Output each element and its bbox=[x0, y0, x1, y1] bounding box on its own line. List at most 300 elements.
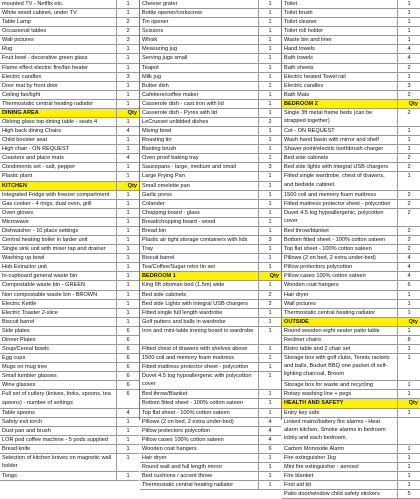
item-qty: 1 bbox=[268, 400, 272, 407]
item-name: Tongs bbox=[0, 472, 117, 480]
item-qty: 1 bbox=[407, 146, 411, 153]
table-row bbox=[0, 45, 139, 54]
table-row bbox=[0, 54, 139, 63]
item-name: Plastic air tight storage containers with lids bbox=[140, 236, 259, 244]
item-name: Dinner Plates bbox=[0, 336, 117, 344]
table-row bbox=[282, 127, 420, 136]
table-row bbox=[282, 418, 420, 445]
item-name: Wash hand basin with mirror and shelf bbox=[282, 136, 398, 144]
item-qty: 1 bbox=[268, 246, 272, 253]
item-name: Tray bbox=[140, 245, 259, 253]
table-row bbox=[282, 463, 420, 472]
item-qty: 3 bbox=[268, 164, 272, 171]
item-name: Oblong glass top dining table - seats 4 bbox=[0, 118, 117, 126]
item-qty: 6 bbox=[126, 382, 130, 389]
item-qty: 6 bbox=[126, 345, 130, 352]
item-name: Oven proof baking tray bbox=[140, 154, 259, 162]
item-qty: 1 bbox=[407, 327, 411, 334]
item-name: Duvet 4.5 tog hypoallergenic, polycotton cover bbox=[282, 209, 398, 226]
table-row bbox=[140, 263, 281, 272]
item-qty: 1 bbox=[126, 10, 130, 17]
item-qty: 2 bbox=[407, 237, 411, 244]
table-row bbox=[282, 281, 420, 290]
item-name: Fitted mattress protector sheet - polycotton bbox=[140, 363, 259, 371]
item-qty: 4 bbox=[407, 255, 411, 262]
table-row bbox=[140, 172, 281, 181]
item-name: Bed side Lights with integral USB chargers bbox=[140, 300, 259, 308]
item-name: Chopping board - glass bbox=[140, 209, 259, 217]
item-name: Serving jugs small bbox=[140, 54, 259, 62]
item-name: Coasters and place mats bbox=[0, 154, 117, 162]
item-name: Fire extinguisher 1kg bbox=[282, 454, 398, 462]
item-qty: 1 bbox=[268, 200, 272, 207]
item-qty: 1 bbox=[407, 463, 411, 470]
item-name: Bath Mats bbox=[282, 91, 398, 99]
table-row bbox=[0, 64, 139, 73]
item-name: Wine glasses bbox=[0, 381, 117, 389]
item-qty: 1 bbox=[126, 300, 130, 307]
table-row bbox=[0, 427, 139, 436]
item-qty: 6 bbox=[407, 282, 411, 289]
table-row bbox=[282, 390, 420, 399]
item-name: Fitted chest of drawers with shelves above bbox=[140, 345, 259, 353]
table-row bbox=[0, 336, 139, 345]
item-qty: 1 bbox=[126, 273, 130, 280]
item-name: Thermostatic central heating radiator bbox=[0, 100, 117, 108]
table-row bbox=[282, 154, 420, 163]
table-row bbox=[282, 45, 420, 54]
item-qty: 4 bbox=[407, 46, 411, 53]
item-name: Bottle opener/corkscrew bbox=[140, 9, 259, 17]
table-row bbox=[140, 45, 281, 54]
table-row bbox=[140, 463, 281, 472]
table-row bbox=[0, 309, 139, 318]
item-qty: 1 bbox=[268, 128, 272, 135]
item-qty: 1 bbox=[407, 309, 411, 316]
table-row bbox=[0, 191, 139, 200]
item-qty: 1 bbox=[407, 355, 411, 362]
item-name: Rotary washing line + pegs bbox=[282, 390, 398, 398]
table-row bbox=[140, 318, 281, 327]
item-name: High back dining Chairs bbox=[0, 127, 117, 135]
table-row bbox=[140, 36, 281, 45]
item-name: Bed side cabinets bbox=[282, 154, 398, 162]
item-qty: 1 bbox=[407, 445, 411, 452]
table-row bbox=[0, 254, 139, 263]
item-qty: 1 bbox=[407, 409, 411, 416]
item-qty: 2 bbox=[268, 291, 272, 298]
item-name: Single 3ft metal frame beds (can be strapped together) bbox=[282, 109, 398, 126]
table-row bbox=[282, 145, 420, 154]
qty-header: Qty bbox=[127, 182, 137, 189]
table-row bbox=[282, 0, 420, 9]
table-row bbox=[0, 390, 139, 408]
item-qty: 1 bbox=[268, 37, 272, 44]
item-qty: 1 bbox=[268, 91, 272, 98]
item-name: Compostable waste bin - GREEN bbox=[0, 281, 117, 289]
table-row bbox=[140, 64, 281, 73]
table-row bbox=[140, 54, 281, 63]
item-name: Electric candles bbox=[282, 82, 398, 90]
item-name: Hand towels bbox=[282, 45, 398, 53]
item-qty: 1 bbox=[126, 191, 130, 198]
item-name: Condiments set - salt, pepper bbox=[0, 163, 117, 171]
item-qty: 1 bbox=[268, 100, 272, 107]
item-name: High chair - ON REQUEST bbox=[0, 145, 117, 153]
item-qty: 1 bbox=[268, 19, 272, 26]
item-qty: 6 bbox=[126, 373, 130, 380]
item-qty: 2 bbox=[407, 109, 411, 116]
table-row bbox=[282, 327, 420, 336]
item-name: Bread knife bbox=[0, 445, 117, 453]
item-name: Tea/Coffee/Sugar retro tin set bbox=[140, 263, 259, 271]
table-row bbox=[140, 291, 281, 300]
item-qty: 1 bbox=[268, 473, 272, 480]
item-qty: 1 bbox=[126, 64, 130, 71]
item-name: In-cupboard general waste bin bbox=[0, 272, 117, 280]
table-row bbox=[0, 118, 139, 127]
table-row bbox=[0, 209, 139, 218]
item-name: Bed side lights with integral USB chargers bbox=[282, 163, 398, 171]
item-name: Electric heated Towel rail bbox=[282, 73, 398, 81]
item-name: Pillow protectors polycotton bbox=[282, 263, 398, 271]
item-name: Golf putters and balls in wardrobe bbox=[140, 318, 259, 326]
table-row bbox=[0, 18, 139, 27]
item-qty: 1 bbox=[268, 318, 272, 325]
table-row bbox=[282, 200, 420, 209]
table-row bbox=[140, 182, 281, 191]
item-name: Thermostatic central heating radiator bbox=[282, 309, 398, 317]
item-name: Single sink unit with mixer tap and drainer bbox=[0, 245, 117, 253]
item-name: Top flat sheet - 100% cotton sateen bbox=[140, 409, 259, 417]
item-qty: 1 bbox=[126, 246, 130, 253]
item-qty: 2 bbox=[407, 227, 411, 234]
table-row bbox=[140, 427, 281, 436]
item-name: White wood cabinet, under TV bbox=[0, 9, 117, 17]
item-name: Bed throw/Blanket bbox=[140, 390, 259, 398]
item-qty: 1 bbox=[268, 255, 272, 262]
item-qty: 1 bbox=[126, 473, 130, 480]
item-name: Bottom fitted sheet - 100% cotton sateen bbox=[140, 399, 259, 407]
qty-header: Qty bbox=[408, 318, 418, 325]
item-qty: 1 bbox=[126, 46, 130, 53]
table-row bbox=[0, 381, 139, 390]
item-qty: 1 bbox=[126, 119, 130, 126]
item-name: Pillows (2 on bed, 2 extra under-bed) bbox=[140, 418, 259, 426]
item-qty: 1 bbox=[268, 155, 272, 162]
item-qty: 1 bbox=[268, 73, 272, 80]
table-row bbox=[0, 127, 139, 136]
item-name: Bed throw/blanket bbox=[282, 227, 398, 235]
table-row bbox=[0, 227, 139, 236]
item-name: King 6ft ottoman bed (1.5m) wide bbox=[140, 281, 259, 289]
item-name: Patio door/window child safety stickers bbox=[282, 490, 398, 498]
item-name: Full set of cutlery (knives, forks, spoons, tea spoons) - number of settings bbox=[0, 390, 117, 407]
item-name: Plastic plant bbox=[0, 172, 117, 180]
table-row bbox=[0, 409, 139, 418]
item-qty: 1 bbox=[407, 291, 411, 298]
section-header bbox=[0, 109, 139, 118]
table-row bbox=[282, 272, 420, 281]
item-name: Roasting tin bbox=[140, 136, 259, 144]
table-row bbox=[282, 9, 420, 18]
item-name: Iron and mini-table ironing board in wardrobe bbox=[140, 327, 259, 344]
item-qty: 6 bbox=[268, 445, 272, 452]
table-row bbox=[140, 309, 281, 318]
item-qty: 1 bbox=[126, 282, 130, 289]
item-name: mounted TV - Netflix etc. bbox=[0, 0, 117, 8]
item-qty: 4 bbox=[268, 427, 272, 434]
inventory-column-2 bbox=[140, 0, 282, 489]
table-row bbox=[282, 36, 420, 45]
item-name: Wall pictures bbox=[282, 300, 398, 308]
item-name: Bistro table and 2 chair set bbox=[282, 345, 398, 353]
table-row bbox=[140, 227, 281, 236]
item-name: Table Lamp bbox=[0, 18, 117, 26]
item-name: Colander bbox=[140, 200, 259, 208]
item-name: Dishwasher - 10 place settings bbox=[0, 227, 117, 235]
item-qty: 1 bbox=[268, 173, 272, 180]
item-qty: 1 bbox=[268, 463, 272, 470]
table-row bbox=[0, 172, 139, 181]
item-qty: 1 bbox=[268, 227, 272, 234]
table-row bbox=[282, 163, 420, 172]
item-name: Egg cups bbox=[0, 354, 117, 362]
item-name: Toilet brush bbox=[282, 9, 398, 17]
item-name: Tin opener bbox=[140, 18, 259, 26]
section-header bbox=[282, 318, 420, 327]
table-row bbox=[140, 327, 281, 345]
item-qty: 1 bbox=[407, 382, 411, 389]
table-row bbox=[282, 109, 420, 127]
item-qty: 5 bbox=[407, 491, 411, 498]
table-row bbox=[0, 200, 139, 209]
table-row bbox=[0, 272, 139, 281]
item-qty: 2 bbox=[407, 155, 411, 162]
table-row bbox=[0, 281, 139, 290]
item-qty: 1 bbox=[126, 291, 130, 298]
item-qty: 1 bbox=[126, 309, 130, 316]
item-name: Wooden coat hangers bbox=[282, 281, 398, 289]
item-qty: 1 bbox=[126, 255, 130, 262]
item-qty: 1 bbox=[268, 355, 272, 362]
table-row bbox=[0, 100, 139, 109]
item-name: Bath towels bbox=[282, 54, 398, 62]
item-name: Safety exit torch bbox=[0, 418, 117, 426]
table-row bbox=[140, 300, 281, 309]
section-header bbox=[140, 272, 281, 281]
item-name: Wall pictures bbox=[0, 36, 117, 44]
table-row bbox=[282, 54, 420, 63]
table-row bbox=[0, 263, 139, 272]
table-row bbox=[282, 345, 420, 354]
table-row bbox=[140, 481, 281, 490]
item-qty: 1 bbox=[268, 409, 272, 416]
table-row bbox=[0, 136, 139, 145]
table-row bbox=[140, 82, 281, 91]
item-qty: 1 bbox=[407, 391, 411, 398]
item-qty: 1 bbox=[268, 454, 272, 461]
table-row bbox=[140, 409, 281, 418]
item-name: Milk jug bbox=[140, 73, 259, 81]
item-name: Pillow cases 100% cotton sateen bbox=[140, 436, 259, 444]
item-name: Teapot bbox=[140, 64, 259, 72]
section-title: BEDROOM 2 bbox=[282, 100, 398, 108]
item-qty: 1 bbox=[407, 173, 411, 180]
item-name: Fitted single wardrobe, chest of drawers, and bedside cabinet. bbox=[282, 172, 398, 189]
table-row bbox=[140, 191, 281, 200]
item-name: Shaver point/electric toothbrush charger bbox=[282, 145, 398, 153]
item-qty: 1 bbox=[268, 182, 272, 189]
table-row bbox=[0, 245, 139, 254]
item-qty: 1 bbox=[126, 264, 130, 271]
item-qty: 1 bbox=[407, 345, 411, 352]
item-name: Ceiling fan/light bbox=[0, 91, 117, 99]
item-name: Whisk bbox=[140, 36, 259, 44]
table-row bbox=[0, 218, 139, 227]
item-name: Small tumbler glasses bbox=[0, 372, 117, 380]
item-name: Saucepans - large, medium and small bbox=[140, 163, 259, 171]
item-qty: 4 bbox=[126, 155, 130, 162]
item-name: Bed cushions / accent throw bbox=[140, 472, 259, 480]
table-row bbox=[0, 0, 139, 9]
item-name: LOR pod coffee machine - 5 pods supplied bbox=[0, 436, 117, 444]
item-qty: 2 bbox=[407, 191, 411, 198]
qty-header: Qty bbox=[408, 400, 418, 407]
item-name: Hob Extractor unit bbox=[0, 263, 117, 271]
item-name: Storage box with golf clubs, Tennis rackets and balls, Bucket BBQ one packet of self-lighting charcoal, Broom bbox=[282, 354, 398, 380]
item-qty: 6 bbox=[126, 336, 130, 343]
item-name: Round wall and full length mirror bbox=[140, 463, 259, 471]
table-row bbox=[0, 291, 139, 300]
item-name: Cafetiere/coffee maker bbox=[140, 91, 259, 99]
item-name: Garlic press bbox=[140, 191, 259, 199]
item-qty: 1 bbox=[407, 454, 411, 461]
item-qty: 1 bbox=[407, 19, 411, 26]
item-qty: 1 bbox=[407, 137, 411, 144]
table-row bbox=[282, 490, 420, 499]
item-qty: 3 bbox=[126, 73, 130, 80]
item-name: Large Frying Pan bbox=[140, 172, 259, 180]
item-name: Waste bin and liner bbox=[282, 36, 398, 44]
inventory-column-1 bbox=[0, 0, 140, 480]
table-row bbox=[140, 127, 281, 136]
item-name: 1500 coil and memory foam mattress bbox=[140, 354, 259, 362]
item-qty: 1 bbox=[126, 418, 130, 425]
table-row bbox=[0, 418, 139, 427]
item-name: LeCrueset unlidded dishes bbox=[140, 118, 259, 126]
item-name: Biscuit barrel bbox=[140, 254, 259, 262]
table-row bbox=[0, 154, 139, 163]
item-qty: 1 bbox=[268, 82, 272, 89]
item-qty: 1 bbox=[126, 454, 130, 461]
table-row bbox=[282, 454, 420, 463]
table-row bbox=[282, 336, 420, 345]
table-row bbox=[140, 118, 281, 127]
item-qty: 1 bbox=[268, 482, 272, 489]
item-name: Butter dish bbox=[140, 82, 259, 90]
item-qty: 1 bbox=[407, 10, 411, 17]
item-qty: 1 bbox=[268, 109, 272, 116]
table-row bbox=[140, 9, 281, 18]
table-row bbox=[282, 481, 420, 490]
item-name: Hair dryer bbox=[282, 291, 398, 299]
item-qty: 2 bbox=[126, 28, 130, 35]
item-qty: 1 bbox=[407, 128, 411, 135]
item-name: Cheese grater bbox=[140, 0, 259, 8]
item-qty: 1 bbox=[407, 1, 411, 7]
item-name: Fire blanket bbox=[282, 472, 398, 480]
item-name: Flame effect electric fire/fan heater bbox=[0, 64, 117, 72]
table-row bbox=[140, 472, 281, 481]
item-name: Electric candles bbox=[0, 73, 117, 81]
table-row bbox=[140, 27, 281, 36]
item-qty: 1 bbox=[268, 46, 272, 53]
item-name: Rug bbox=[0, 45, 117, 53]
table-row bbox=[140, 254, 281, 263]
item-qty: 4 bbox=[407, 264, 411, 271]
item-qty: 1 bbox=[268, 1, 272, 7]
table-row bbox=[140, 390, 281, 399]
item-qty: 4 bbox=[407, 273, 411, 280]
item-name: Casserole dish - cast iron with lid bbox=[140, 100, 259, 108]
table-row bbox=[282, 91, 420, 100]
item-name: Scissors bbox=[140, 27, 259, 35]
item-qty: 1 bbox=[407, 37, 411, 44]
item-qty: 6 bbox=[126, 391, 130, 398]
item-name: Electric Toaster 2-slice bbox=[0, 309, 117, 317]
item-qty: 1 bbox=[126, 146, 130, 153]
item-name: Dust pan and brush bbox=[0, 427, 117, 435]
table-row bbox=[282, 209, 420, 227]
item-name: Mixing bowl bbox=[140, 127, 259, 135]
item-qty: 1 bbox=[268, 209, 272, 216]
table-row bbox=[140, 281, 281, 290]
item-name: Occasional tables bbox=[0, 27, 117, 35]
item-name: Washing up bowl bbox=[0, 254, 117, 262]
item-name: Selection of kitchen knives on magnetic wall holder bbox=[0, 454, 117, 471]
item-name: Table spoons bbox=[0, 409, 117, 417]
item-name: Linked mains/battery fire alarms - Heat alarm kitchen, Smoke alarms in bedroom lobby and each bedroom. bbox=[282, 418, 398, 444]
item-qty: 1 bbox=[126, 218, 130, 225]
item-name: Door mat by front door bbox=[0, 82, 117, 90]
table-row bbox=[0, 354, 139, 363]
table-row bbox=[140, 354, 281, 363]
item-qty: 4 bbox=[126, 409, 130, 416]
table-row bbox=[0, 145, 139, 154]
item-qty: 1 bbox=[126, 436, 130, 443]
table-row bbox=[0, 236, 139, 245]
table-row bbox=[282, 300, 420, 309]
table-row bbox=[140, 0, 281, 9]
item-qty: 6 bbox=[126, 327, 130, 334]
item-name: Storage box for waste and recycling bbox=[282, 381, 398, 389]
table-row bbox=[140, 100, 281, 109]
item-name: Side plates bbox=[0, 327, 117, 335]
table-row bbox=[140, 209, 281, 218]
item-qty: 2 bbox=[407, 209, 411, 216]
item-name: Gas cooker - 4 rings, dual oven, grill bbox=[0, 200, 117, 208]
section-title: BEDROOM 1 bbox=[140, 272, 259, 280]
item-qty: 1 bbox=[268, 146, 272, 153]
qty-header: Qty bbox=[127, 109, 137, 116]
table-row bbox=[0, 36, 139, 45]
item-name: Duvet 4.5 tog hypoallergenic with polycotton cover bbox=[140, 372, 259, 389]
item-qty: 2 bbox=[407, 200, 411, 207]
item-name: 1500 coil and memory foam mattress bbox=[282, 191, 398, 199]
item-qty: 2 bbox=[268, 300, 272, 307]
item-qty: 1 bbox=[268, 391, 272, 398]
